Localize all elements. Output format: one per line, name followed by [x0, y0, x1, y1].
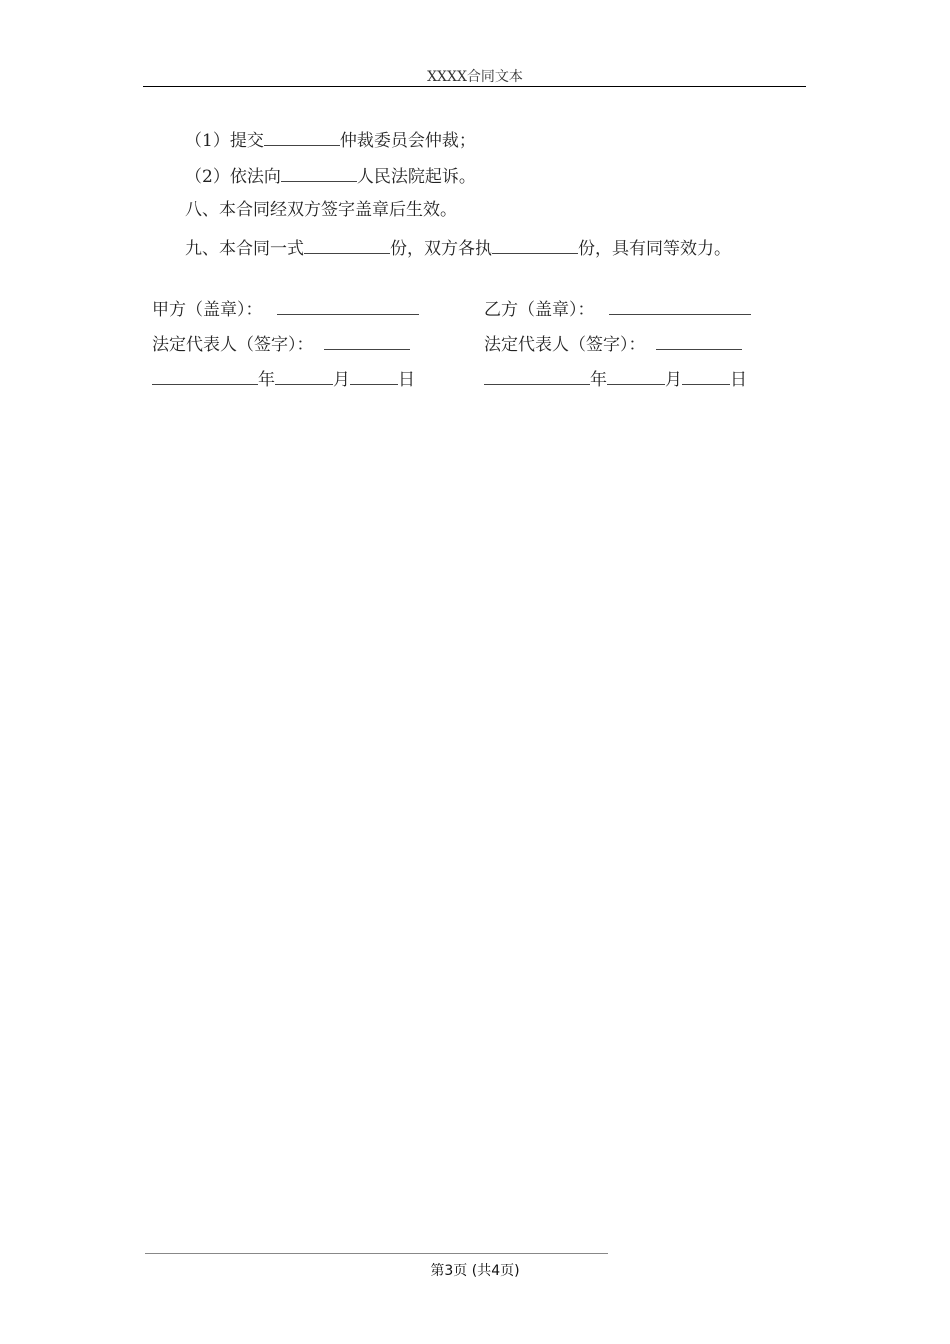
- clause-litigation-suffix: 人民法院起诉。: [356, 167, 476, 187]
- party-a-seal-label: 甲方（盖章）：: [152, 300, 263, 320]
- clause-arbitration: [185, 126, 476, 153]
- party-b-month-label: 月: [665, 370, 682, 390]
- party-b-rep-blank[interactable]: [656, 330, 742, 350]
- document-header-title: XXXX合同文本: [427, 69, 523, 85]
- clause-arbitration-prefix: （1）提交: [185, 131, 264, 151]
- clause-effect: [185, 198, 457, 222]
- party-b-rep-label: 法定代表人（签字）：: [484, 335, 646, 355]
- party-b-day-label: 日: [730, 370, 747, 390]
- party-b-seal-blank[interactable]: [609, 295, 751, 315]
- party-a-month-label: 月: [333, 370, 350, 390]
- each-party-copies-blank[interactable]: [492, 234, 578, 254]
- party-b-year-blank[interactable]: [484, 365, 590, 385]
- party-b-rep-row: [484, 330, 742, 357]
- party-a-year-label: 年: [258, 370, 275, 390]
- clause-arbitration-suffix: 仲裁委员会仲裁；: [339, 131, 476, 151]
- clause-litigation-prefix: （2）依法向: [185, 167, 281, 187]
- party-a-seal-row: [152, 295, 419, 322]
- clause-effect-text: 八、本合同经双方签字盖章后生效。: [185, 200, 457, 220]
- page-number: 第3页 (共4页): [430, 1263, 520, 1279]
- header-rule: [143, 86, 806, 87]
- party-b-date-row: [484, 365, 747, 392]
- party-a-day-label: 日: [398, 370, 415, 390]
- party-a-day-blank[interactable]: [350, 365, 398, 385]
- clause-copies-prefix: 九、本合同一式: [185, 239, 304, 259]
- party-a-month-blank[interactable]: [275, 365, 333, 385]
- clause-litigation: [185, 162, 476, 189]
- clause-copies-suffix: 份，具有同等效力。: [578, 239, 731, 259]
- party-b-year-label: 年: [590, 370, 607, 390]
- party-a-date-row: [152, 365, 415, 392]
- arbitration-commission-blank[interactable]: [264, 126, 340, 146]
- clause-copies: [185, 234, 731, 261]
- party-b-seal-row: [484, 295, 751, 322]
- footer-rule: [145, 1253, 608, 1254]
- party-a-rep-blank[interactable]: [324, 330, 410, 350]
- clause-copies-middle: 份，双方各执: [390, 239, 492, 259]
- party-a-rep-row: [152, 330, 410, 357]
- party-a-rep-label: 法定代表人（签字）：: [152, 335, 314, 355]
- party-b-month-blank[interactable]: [607, 365, 665, 385]
- party-b-seal-label: 乙方（盖章）：: [484, 300, 595, 320]
- court-blank[interactable]: [281, 162, 357, 182]
- total-copies-blank[interactable]: [304, 234, 390, 254]
- party-b-day-blank[interactable]: [682, 365, 730, 385]
- party-a-year-blank[interactable]: [152, 365, 258, 385]
- party-a-seal-blank[interactable]: [277, 295, 419, 315]
